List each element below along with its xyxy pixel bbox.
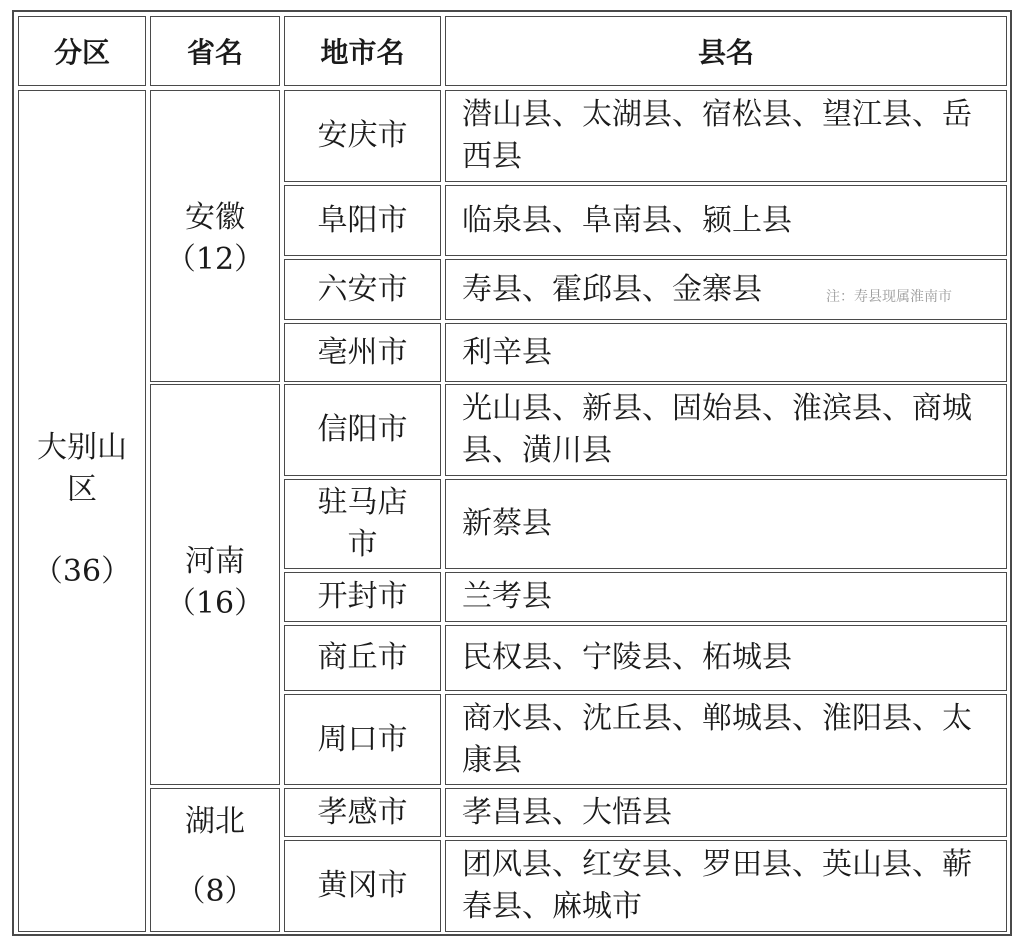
province-count: （12）: [165, 242, 265, 277]
province-cell-hubei: [150, 788, 280, 932]
header-province: 省名: [150, 16, 280, 86]
zone-cell: [18, 90, 146, 932]
city-cell: 驻马店市: [284, 479, 441, 569]
footnote: 注：寿县现属淮南市: [826, 289, 952, 305]
province-count: （8）: [175, 874, 255, 909]
header-county: 县名: [445, 16, 1007, 86]
county-cell: 商水县、沈丘县、郸城县、淮阳县、太康县: [445, 694, 1007, 785]
city-cell: 安庆市: [284, 90, 441, 182]
county-cell: 新蔡县: [445, 479, 1007, 569]
province-cell-henan: [150, 384, 280, 785]
city-cell: 周口市: [284, 694, 441, 785]
zone-count: （36）: [32, 554, 132, 589]
city-cell: 阜阳市: [284, 185, 441, 256]
province-count: （16）: [165, 586, 265, 621]
province-name: 湖北: [185, 804, 245, 839]
city-cell: 开封市: [284, 572, 441, 622]
zone-name-line1: 大别山: [37, 430, 127, 465]
county-cell: 孝昌县、大悟县: [445, 788, 1007, 837]
province-name: 河南: [185, 544, 245, 579]
county-cell: 团风县、红安县、罗田县、英山县、蕲春县、麻城市: [445, 840, 1007, 932]
header-city: 地市名: [284, 16, 441, 86]
city-cell: 黄冈市: [284, 840, 441, 932]
county-cell: 潜山县、太湖县、宿松县、望江县、岳西县: [445, 90, 1007, 182]
county-cell: 寿县、霍邱县、金寨县: [445, 259, 1007, 320]
city-cell: 信阳市: [284, 384, 441, 476]
header-zone: 分区: [18, 16, 146, 86]
county-cell: 利辛县: [445, 323, 1007, 382]
city-cell: 亳州市: [284, 323, 441, 382]
city-cell: 六安市: [284, 259, 441, 320]
zone-name-line2: 区: [67, 472, 97, 507]
county-cell: 临泉县、阜南县、颍上县: [445, 185, 1007, 256]
province-cell-anhui: [150, 90, 280, 382]
county-cell: 光山县、新县、固始县、淮滨县、商城县、潢川县: [445, 384, 1007, 476]
city-cell: 商丘市: [284, 625, 441, 691]
province-name: 安徽: [185, 200, 245, 235]
county-cell: 民权县、宁陵县、柘城县: [445, 625, 1007, 691]
county-cell: 兰考县: [445, 572, 1007, 622]
city-cell: 孝感市: [284, 788, 441, 837]
